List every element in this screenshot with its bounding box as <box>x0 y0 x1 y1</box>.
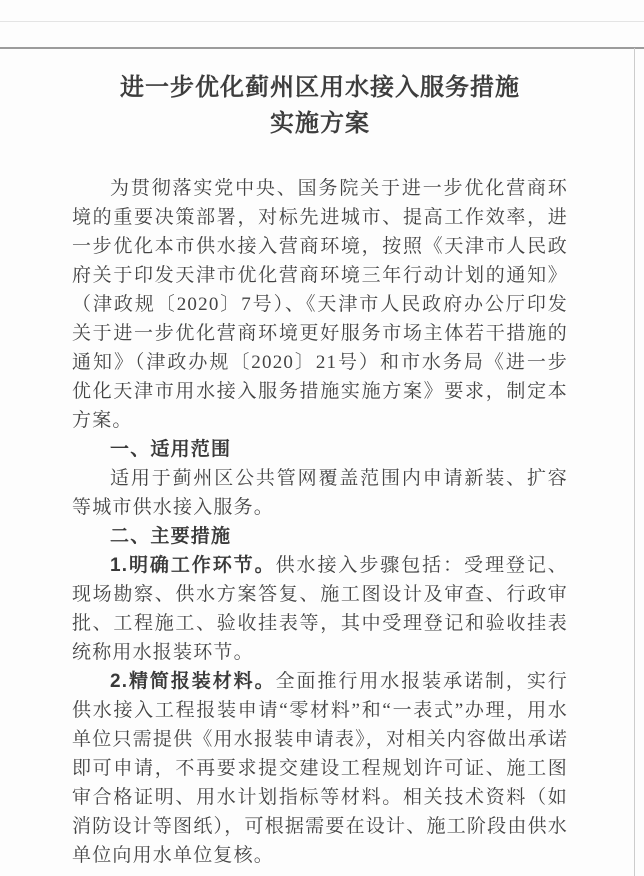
paragraph-text: 为贯彻落实党中央、国务院关于进一步优化营商环境的重要决策部署，对标先进城市、提高工作效率，进一步优化本市供水接入营商环境，按照《天津市人民政府关于印发天津市优化营商环境三年行动计划的通知》（津政规〔2020〕7号）、《天津市人民政府办公厅印发关于进一步优化营商环境更好服务市场主体若干措施的通知》（津政办规〔2020〕21号）和市水务局《进一步优化天津市用水接入服务措施实施方案》要求，制定本方案。 <box>72 178 568 431</box>
scan-edge-line-right <box>634 48 635 876</box>
scan-edge-line-top-faint <box>0 21 644 22</box>
body-paragraph <box>72 667 568 870</box>
document-body <box>72 174 568 870</box>
paragraph-text: 适用于蓟州区公共管网覆盖范围内申请新装、扩容等城市供水接入服务。 <box>72 468 568 518</box>
document-content <box>72 70 568 870</box>
scan-fold-line-top <box>0 47 644 49</box>
document-title-line1: 进一步优化蓟州区用水接入服务措施 <box>120 74 520 101</box>
body-paragraph <box>72 464 568 522</box>
document-title-line2: 实施方案 <box>270 110 370 137</box>
paragraph-lead: 2.精简报装材料。 <box>110 671 276 692</box>
paragraph-text: 供水接入步骤包括：受理登记、现场勘察、供水方案答复、施工图设计及审查、行政审批、工程施工、验收挂表等，其中受理登记和验收挂表统称用水报装环节。 <box>72 555 568 663</box>
paragraph-text: 全面推行用水报装承诺制，实行供水接入工程报装申请“零材料”和“一表式”办理，用水单位只需提供《用水报装申请表》，对相关内容做出承诺即可申请，不再要求提交建设工程规划许可证、施工图审合格证明、用水计划指标等材料。相关技术资料（如消防设计等图纸），可根据需要在设计、施工阶段由供水单位向用水单位复核。 <box>72 671 568 866</box>
paragraph-lead: 1.明确工作环节。 <box>110 555 276 576</box>
section-heading <box>72 522 568 551</box>
section-heading <box>72 435 568 464</box>
body-paragraph <box>72 551 568 667</box>
heading-text: 一、适用范围 <box>110 439 232 460</box>
body-paragraph <box>72 174 568 435</box>
document-title <box>72 70 568 142</box>
heading-text: 二、主要措施 <box>110 526 232 547</box>
